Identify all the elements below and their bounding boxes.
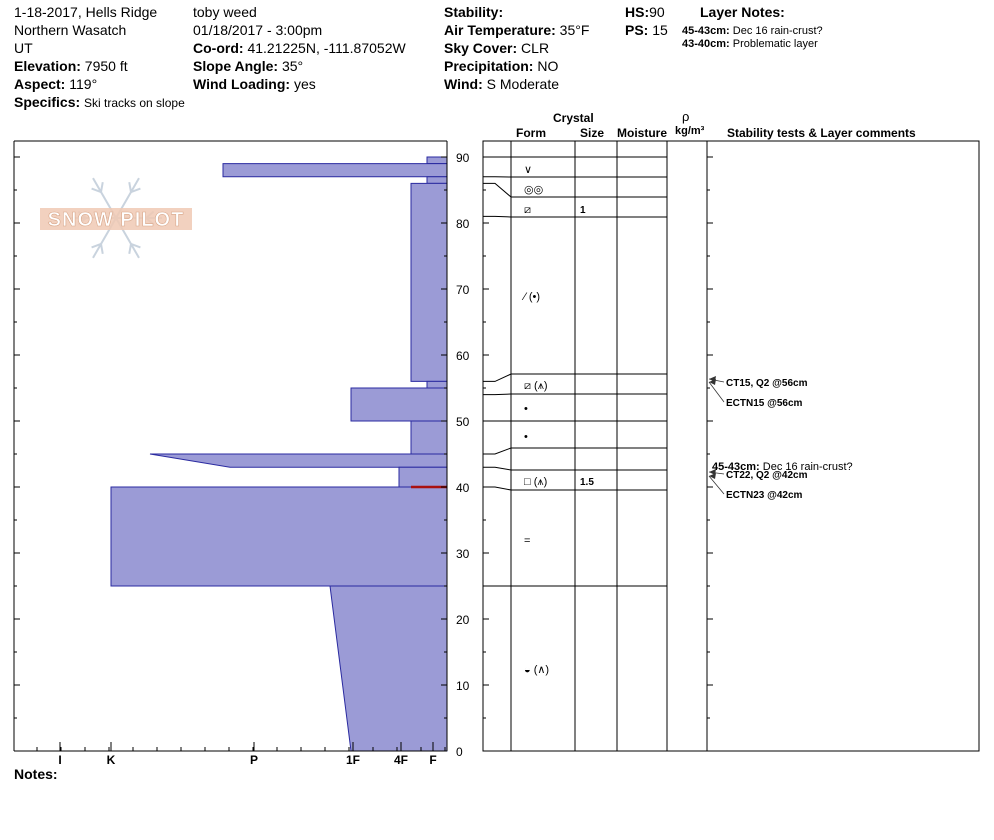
depth-tick-label: 90 <box>456 151 470 165</box>
notes-label: Notes: <box>14 766 58 782</box>
wind: Wind: S Moderate <box>444 76 560 92</box>
stability-header: Stability tests & Layer comments <box>727 126 916 140</box>
arrow-icon <box>709 473 716 479</box>
snowflake-branch <box>129 182 131 192</box>
hardness-layer <box>411 183 447 381</box>
layer-connector <box>483 487 511 490</box>
hardness-layer <box>427 157 447 164</box>
snowflake-branch <box>129 244 131 254</box>
crystal-form: • <box>524 403 528 415</box>
depth-tick-label: 60 <box>456 349 470 363</box>
state: UT <box>14 40 33 56</box>
depth-tick-label: 50 <box>456 415 470 429</box>
stability-test: CT15, Q2 @56cm <box>726 378 808 389</box>
depth-tick-label: 80 <box>456 217 470 231</box>
pit-depth: PS: 15 <box>625 22 668 38</box>
stability-test: CT22, Q2 @42cm <box>726 470 808 481</box>
hardness-layer <box>399 467 447 487</box>
hardness-layer <box>351 388 447 421</box>
depth-tick-label: 20 <box>456 613 470 627</box>
stability-test: ECTN15 @56cm <box>726 398 803 409</box>
crystal-form: ⁄ (•) <box>524 291 541 303</box>
crystal-form: ◒ (∧) <box>524 664 550 676</box>
moisture-header: Moisture <box>617 126 668 140</box>
precipitation: Precipitation: NO <box>444 58 559 74</box>
hardness-layer <box>330 586 447 751</box>
depth-tick-label: 30 <box>456 547 470 561</box>
hardness-tick-label: P <box>249 753 259 767</box>
hardness-layer <box>427 177 447 184</box>
layer-comment <box>712 461 853 473</box>
crystal-form: ∨ <box>524 164 533 176</box>
observer: toby weed <box>193 4 257 20</box>
depth-tick-label: 40 <box>456 481 470 495</box>
stability-tests <box>709 376 853 501</box>
test-pointer <box>709 476 724 494</box>
depth-tick-label: 70 <box>456 283 470 297</box>
wind-loading: Wind Loading: yes <box>193 76 316 92</box>
layer-connector <box>483 183 511 197</box>
snowflake-branch <box>101 244 103 254</box>
snowflake-branch <box>101 182 103 192</box>
layer-connector <box>483 467 511 470</box>
layer-comment-range: 45-43cm: <box>712 461 760 473</box>
layer-connector <box>483 216 511 217</box>
hardness-layer <box>111 487 447 586</box>
sky-cover: Sky Cover: CLR <box>444 40 550 56</box>
height-of-snow: HS:90 <box>625 4 665 20</box>
hardness-layer <box>427 381 447 388</box>
hardness-tick-label: 1F <box>345 753 361 767</box>
slope-angle: Slope Angle: 35° <box>193 58 304 74</box>
hardness-layer <box>150 454 447 467</box>
form-header: Form <box>516 126 546 140</box>
depth-tick-label: 10 <box>456 679 470 693</box>
layer-connector <box>483 394 511 395</box>
crystal-form: ⧄ (⩚) <box>524 380 548 392</box>
layer-comment-text: Dec 16 rain-crust? <box>759 461 853 473</box>
specifics: Specifics: Ski tracks on slope <box>14 94 185 110</box>
density-symbol: ρ <box>682 109 690 124</box>
layer-connector <box>483 448 511 454</box>
crystal-form: ◎◎ <box>524 184 544 196</box>
density-unit: kg/m³ <box>675 125 705 137</box>
hardness-tick-label: K <box>106 753 116 767</box>
hardness-profile <box>111 157 447 751</box>
hardness-tick-label: I <box>58 753 62 767</box>
crystal-form: • <box>524 431 528 443</box>
hardness-tick-label: 4F <box>393 753 409 767</box>
layer-connector <box>483 374 511 381</box>
stability-test: ECTN23 @42cm <box>726 490 803 501</box>
snow-pilot-logo <box>40 178 192 258</box>
stability: Stability: <box>444 4 504 20</box>
air-temperature: Air Temperature: 35°F <box>444 22 590 38</box>
crystal-size: 1 <box>580 205 586 216</box>
crystal-form: ⧄ <box>524 204 531 216</box>
crystal-size: 1.5 <box>580 477 594 488</box>
test-pointer <box>709 382 724 402</box>
mountain-range: Northern Wasatch <box>14 22 127 38</box>
layer-notes-title: Layer Notes: <box>700 4 785 20</box>
datetime: 01/18/2017 - 3:00pm <box>193 22 323 38</box>
logo-text: SNOW PILOT <box>47 209 185 231</box>
crystal-header: Crystal <box>553 111 594 125</box>
table-border <box>483 141 979 751</box>
coordinates: Co-ord: 41.21225N, -111.87052W <box>193 40 406 56</box>
hardness-tick-label: F <box>429 753 437 767</box>
layer-note-1: 45-43cm: Dec 16 rain-crust? <box>682 25 823 37</box>
layer-table <box>483 141 979 751</box>
pit-title: 1-18-2017, Hells Ridge <box>14 4 158 20</box>
hardness-layer <box>411 421 447 454</box>
elevation: Elevation: 7950 ft <box>14 58 128 74</box>
aspect: Aspect: 119° <box>14 76 98 92</box>
depth-tick-label: 0 <box>456 745 463 759</box>
layer-note-2: 43-40cm: Problematic layer <box>682 38 818 50</box>
crystal-form: □ (⩚) <box>524 476 548 488</box>
crystal-form: = <box>524 535 531 547</box>
size-header: Size <box>580 126 605 140</box>
hardness-layer <box>223 164 447 177</box>
